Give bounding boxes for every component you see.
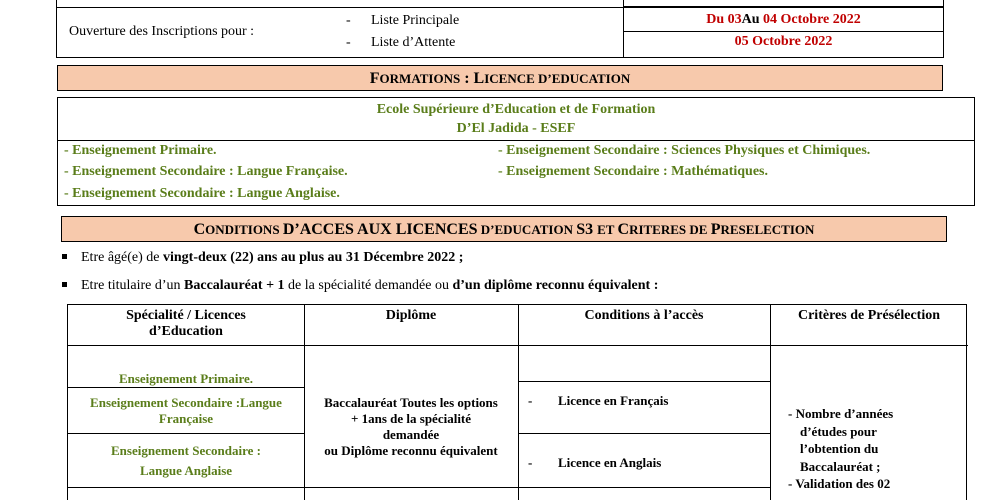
date-main: Du 03Au 04 Octobre 2022 xyxy=(706,12,861,27)
cond-francais: Licence en Français xyxy=(558,393,669,408)
esef-box xyxy=(57,97,975,206)
header-specialite: Spécialité / Licences d’Education xyxy=(126,308,246,339)
conditions-heading: CONDITIONS D’ACCES AUX LICENCES D’EDUCATION S3 ET CRITERES DE PRESELECTION xyxy=(61,216,947,242)
bullet-icon xyxy=(62,254,67,259)
list-main-label: Liste Principale xyxy=(371,13,460,28)
cond-dash-fr: - xyxy=(528,393,533,408)
diplome-cell: Baccalauréat Toutes les options + 1ans de la spécialité demandée ou Diplôme reconnu équivalent xyxy=(324,395,498,458)
list-wait-label: Liste d’Attente xyxy=(371,35,456,50)
condition-age: Etre âgé(e) de vingt-deux (22) ans au plus au 31 Décembre 2022 ; xyxy=(62,250,463,266)
cond-dash-en: - xyxy=(528,455,533,470)
spec-francaise: Enseignement Secondaire :Langue Française xyxy=(90,395,282,426)
condition-diplome: Etre titulaire d’un Baccalauréat + 1 de la spécialité demandée ou d’un diplôme reconnu équivalent : xyxy=(62,278,658,294)
esef-title-1: Ecole Supérieure d’Education et de Formation xyxy=(376,102,656,117)
date-wait: 05 Octobre 2022 xyxy=(734,34,833,49)
spec-primaire: Enseignement Primaire. xyxy=(118,371,254,386)
access-table xyxy=(67,304,967,500)
header-criteres: Critères de Présélection xyxy=(797,308,940,323)
esef-item: - Enseignement Primaire. xyxy=(64,143,217,158)
esef-item: - Enseignement Secondaire : Mathématiques. xyxy=(498,164,768,179)
header-diplome: Diplôme xyxy=(385,308,437,323)
formations-heading: FORMATIONS : LICENCE D’EDUCATION xyxy=(57,65,943,91)
esef-item: - Enseignement Secondaire : Langue Anglaise. xyxy=(64,186,340,201)
esef-item: - Enseignement Secondaire : Langue Française. xyxy=(64,164,348,179)
cond-anglais: Licence en Anglais xyxy=(558,455,662,470)
dash-main: - xyxy=(346,13,351,28)
inscriptions-label: Ouverture des Inscriptions pour : xyxy=(69,24,255,39)
bullet-icon xyxy=(62,282,67,287)
spec-anglaise: Enseignement Secondaire : Langue Anglaise xyxy=(111,443,261,478)
esef-item: - Enseignement Secondaire : Sciences Physiques et Chimiques. xyxy=(498,143,871,158)
esef-title-2: D’El Jadida - ESEF xyxy=(456,121,576,136)
inscriptions-table xyxy=(56,0,944,58)
criteres-cell: - Nombre d’années d’études pour l’obtention du Baccalauréat ; - Validation des 02 xyxy=(788,406,894,491)
dash-wait: - xyxy=(346,35,351,50)
header-conditions: Conditions à l’accès xyxy=(584,308,704,323)
